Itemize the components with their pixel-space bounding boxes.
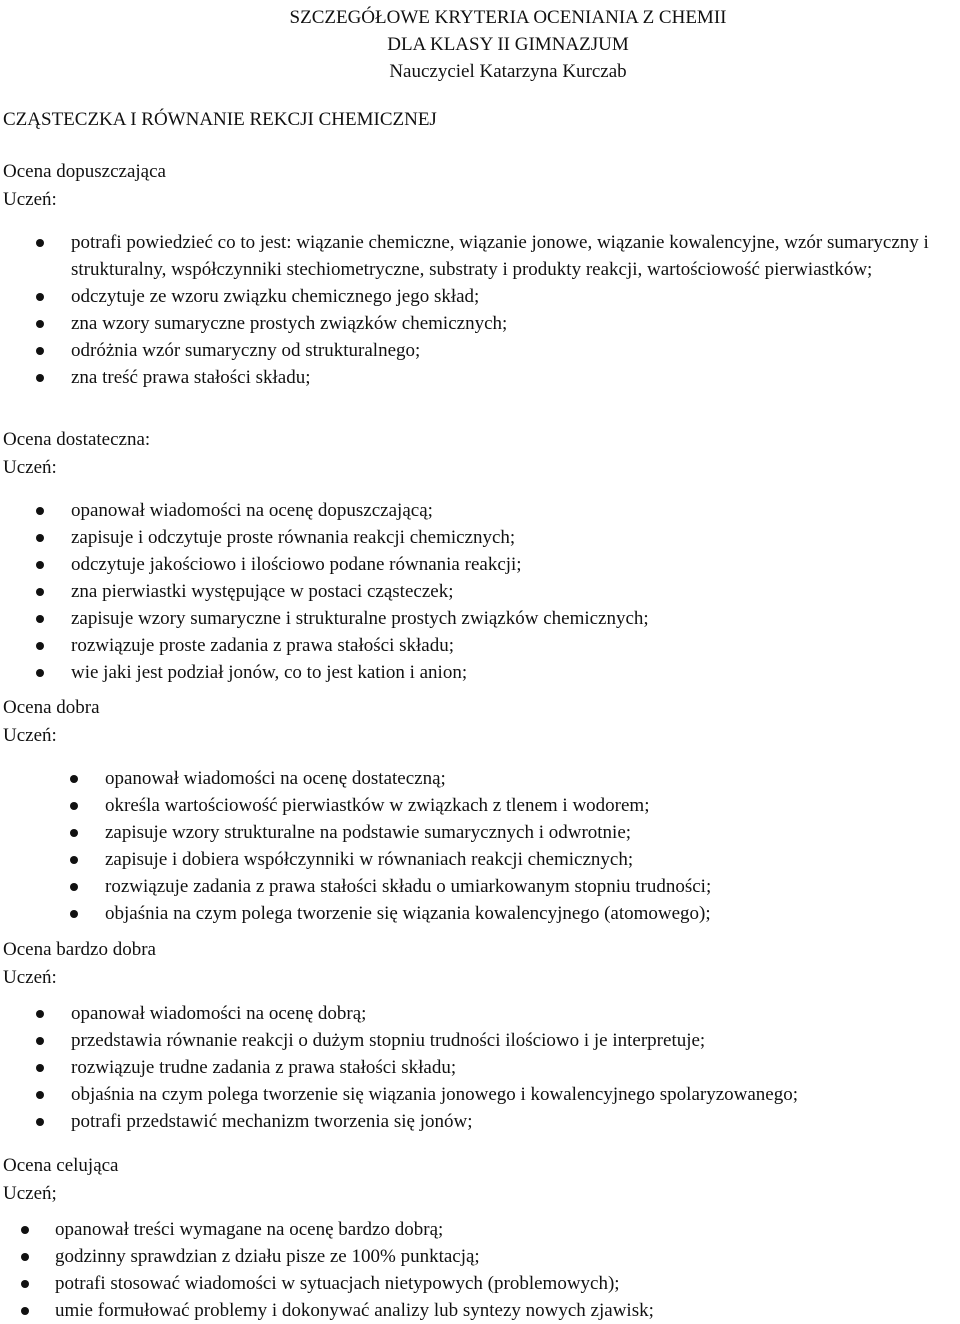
bullet-icon <box>36 1091 44 1099</box>
criterion-text: zapisuje i odczytuje proste równania reakcji chemicznych; <box>71 527 516 548</box>
criterion-text: zna pierwiastki występujące w postaci cząsteczek; <box>71 581 454 602</box>
class-label: DLA KLASY II GIMNAZJUM <box>387 34 629 55</box>
grade-heading: Ocena bardzo dobra <box>3 939 156 960</box>
bullet-icon <box>36 615 44 623</box>
criterion-text: zapisuje wzory strukturalne na podstawie sumarycznych i odwrotnie; <box>105 822 632 843</box>
criterion-text: odróżnia wzór sumaryczny od strukturalnego; <box>71 340 421 361</box>
bullet-icon <box>36 320 44 328</box>
list-item <box>3 1270 958 1297</box>
criterion-text: rozwiązuje proste zadania z prawa stałości składu; <box>71 635 455 656</box>
list-item <box>3 497 958 524</box>
criterion-text: rozwiązuje zadania z prawa stałości składu o umiarkowanym stopniu trudności; <box>105 876 712 897</box>
criterion-text: umie formułować problemy i dokonywać analizy lub syntezy nowych zjawisk; <box>55 1300 654 1321</box>
bullet-icon <box>36 1037 44 1045</box>
bullet-icon <box>70 910 78 918</box>
grade-section-bardzo-dobra <box>3 936 958 1135</box>
bullet-icon <box>21 1253 29 1261</box>
criterion-text: zapisuje i dobiera współczynniki w równaniach reakcji chemicznych; <box>105 849 634 870</box>
list-item <box>3 1027 958 1054</box>
bullet-icon <box>36 642 44 650</box>
list-item <box>3 605 958 632</box>
grade-heading: Ocena dopuszczająca <box>3 161 166 182</box>
student-label: Uczeń: <box>3 457 57 478</box>
list-item <box>3 900 958 927</box>
bullet-icon <box>36 239 44 247</box>
grade-heading: Ocena dobra <box>3 697 100 718</box>
grade-section-dostateczna <box>3 426 958 686</box>
bullet-icon <box>36 293 44 301</box>
bullet-icon <box>36 1118 44 1126</box>
list-item <box>3 792 958 819</box>
criterion-text: opanował wiadomości na ocenę dobrą; <box>71 1003 367 1024</box>
list-item <box>3 1000 958 1027</box>
list-item <box>3 1054 958 1081</box>
list-item <box>3 765 958 792</box>
bullet-icon <box>21 1280 29 1288</box>
criteria-list <box>3 1000 958 1135</box>
grade-heading: Ocena celująca <box>3 1155 119 1176</box>
list-item <box>3 1297 958 1324</box>
criterion-text: potrafi przedstawić mechanizm tworzenia się jonów; <box>71 1111 473 1132</box>
criterion-text: odczytuje jakościowo i ilościowo podane równania reakcji; <box>71 554 522 575</box>
list-item <box>3 283 958 310</box>
student-label: Uczeń: <box>3 189 57 210</box>
bullet-icon <box>70 775 78 783</box>
criterion-text: objaśnia na czym polega tworzenie się wiązania jonowego i kowalencyjnego spolaryzowanego; <box>71 1084 799 1105</box>
criteria-list <box>3 497 958 686</box>
criterion-text: wie jaki jest podział jonów, co to jest kation i anion; <box>71 662 468 683</box>
criterion-text: potrafi powiedzieć co to jest: wiązanie chemiczne, wiązanie jonowe, wiązanie kowalencyjne, wzór sumaryczny i strukturalny, współczynniki stechiometryczne, substraty i produkty reakcji, wartościowość pierwiastków; <box>71 232 929 280</box>
bullet-icon <box>36 588 44 596</box>
criterion-text: opanował wiadomości na ocenę dostateczną; <box>105 768 446 789</box>
bullet-icon <box>21 1226 29 1234</box>
list-item <box>3 337 958 364</box>
list-item <box>3 873 958 900</box>
list-item <box>3 1216 958 1243</box>
criterion-text: opanował treści wymagane na ocenę bardzo dobrą; <box>55 1219 444 1240</box>
bullet-icon <box>36 669 44 677</box>
list-item <box>3 229 958 283</box>
student-label: Uczeń; <box>3 1183 57 1204</box>
bullet-icon <box>36 534 44 542</box>
document-title: SZCZEGÓŁOWE KRYTERIA OCENIANIA Z CHEMII <box>289 7 727 28</box>
criterion-text: zna treść prawa stałości składu; <box>71 367 311 388</box>
criteria-list <box>3 1216 958 1324</box>
bullet-icon <box>36 347 44 355</box>
grade-heading: Ocena dostateczna: <box>3 429 151 450</box>
criterion-text: określa wartościowość pierwiastków w związkach z tlenem i wodorem; <box>105 795 650 816</box>
criteria-list <box>3 765 958 927</box>
grade-section-celujaca <box>3 1152 958 1324</box>
bullet-icon <box>70 856 78 864</box>
criterion-text: przedstawia równanie reakcji o dużym stopniu trudności ilościowo i je interpretuje; <box>71 1030 706 1051</box>
criterion-text: rozwiązuje trudne zadania z prawa stałości składu; <box>71 1057 457 1078</box>
list-item <box>3 524 958 551</box>
criterion-text: potrafi stosować wiadomości w sytuacjach nietypowych (problemowych); <box>55 1273 620 1294</box>
student-label: Uczeń: <box>3 725 57 746</box>
bullet-icon <box>36 1064 44 1072</box>
topic-title: CZĄSTECZKA I RÓWNANIE REKCJI CHEMICZNEJ <box>3 109 437 130</box>
bullet-icon <box>36 374 44 382</box>
document-header <box>0 4 960 86</box>
list-item <box>3 364 958 391</box>
list-item <box>3 551 958 578</box>
list-item <box>3 819 958 846</box>
bullet-icon <box>70 802 78 810</box>
list-item <box>3 846 958 873</box>
bullet-icon <box>21 1307 29 1315</box>
criterion-text: zapisuje wzory sumaryczne i strukturalne prostych związków chemicznych; <box>71 608 649 629</box>
criterion-text: opanował wiadomości na ocenę dopuszczającą; <box>71 500 433 521</box>
bullet-icon <box>36 507 44 515</box>
bullet-icon <box>36 561 44 569</box>
list-item <box>3 659 958 686</box>
grade-section-dopuszczajaca <box>3 158 958 391</box>
student-label: Uczeń: <box>3 967 57 988</box>
criterion-text: zna wzory sumaryczne prostych związków chemicznych; <box>71 313 508 334</box>
bullet-icon <box>70 829 78 837</box>
list-item <box>3 1081 958 1108</box>
list-item <box>3 578 958 605</box>
list-item <box>3 1108 958 1135</box>
criterion-text: godzinny sprawdzian z działu pisze ze 100% punktacją; <box>55 1246 480 1267</box>
bullet-icon <box>36 1010 44 1018</box>
list-item <box>3 1243 958 1270</box>
criterion-text: objaśnia na czym polega tworzenie się wiązania kowalencyjnego (atomowego); <box>105 903 711 924</box>
bullet-icon <box>70 883 78 891</box>
list-item <box>3 310 958 337</box>
list-item <box>3 632 958 659</box>
criteria-list <box>3 229 958 391</box>
grade-section-dobra <box>3 694 958 927</box>
teacher-name: Nauczyciel Katarzyna Kurczab <box>389 61 627 82</box>
criterion-text: odczytuje ze wzoru związku chemicznego jego skład; <box>71 286 480 307</box>
